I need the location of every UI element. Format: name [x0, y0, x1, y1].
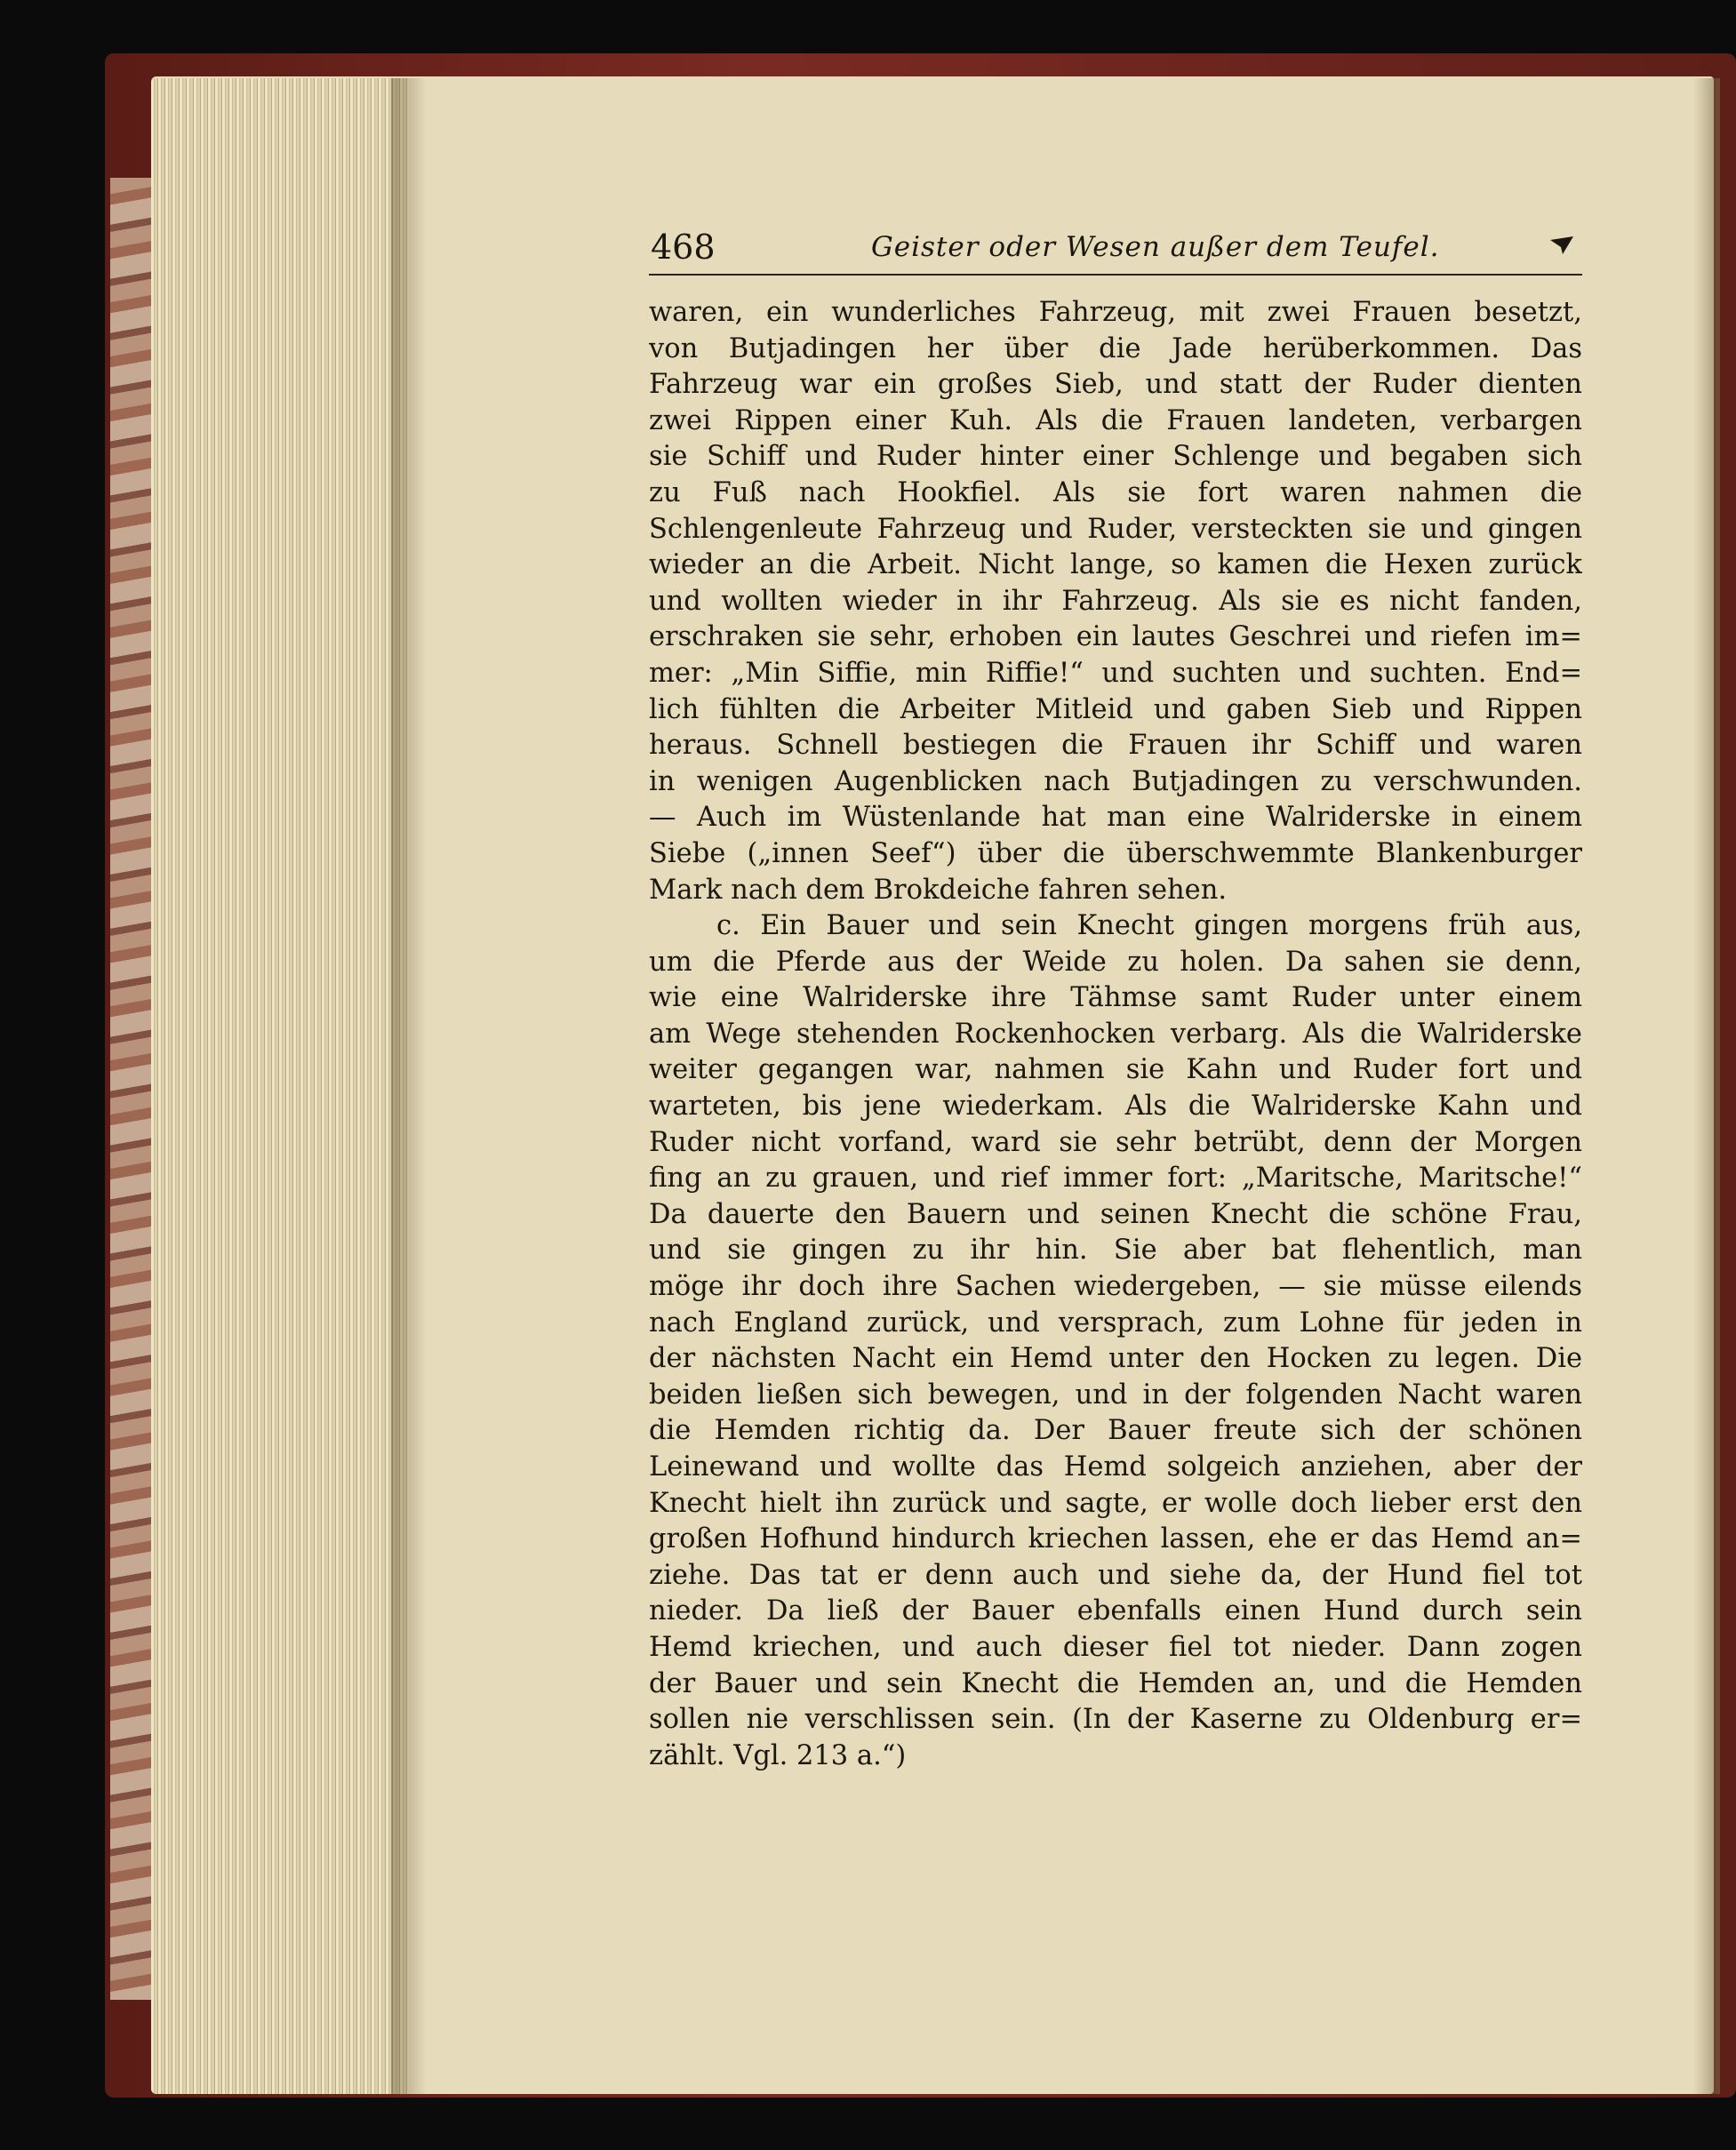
page-number: 468 [651, 228, 716, 267]
running-header [649, 222, 1582, 276]
page-stack-edges [151, 78, 409, 2094]
text-line: sie Schiff und Ruder hinter einer Schlenge und begaben sich [649, 441, 1582, 473]
text-line: und wollten wieder in ihr Fahrzeug. Als sie es nicht fanden, [649, 585, 1582, 617]
text-line: erschraken sie sehr, erhoben ein lautes Geschrei und riefen im= [649, 621, 1582, 653]
gutter-shadow [391, 78, 427, 2094]
text-line: weiter gegangen war, nahmen sie Kahn und Ruder fort und [649, 1054, 1582, 1086]
text-line: Schlengenleute Fahrzeug und Ruder, versteckten sie und gingen [649, 513, 1582, 545]
body-text [649, 295, 1582, 1774]
text-line: Mark nach dem Brokdeiche fahren sehen. [649, 874, 1228, 906]
text-line: zwei Rippen einer Kuh. Als die Frauen landeten, verbargen [649, 404, 1582, 436]
text-line: am Wege stehenden Rockenhocken verbarg. Als die Walriderske [649, 1018, 1582, 1050]
text-line: — Auch im Wüstenlande hat man eine Walriderske in einem [649, 802, 1582, 834]
text-line: beiden ließen sich bewegen, und in der folgenden Nacht waren [649, 1379, 1582, 1411]
text-line: Fahrzeug war ein großes Sieb, und statt der Ruder dienten [649, 369, 1582, 401]
text-line: mer: „Min Siffie, min Riffie!“ und suchten und suchten. End= [649, 657, 1582, 689]
text-line: wie eine Walriderske ihre Tähmse samt Ruder unter einem [649, 982, 1582, 1014]
text-line: der Bauer und sein Knecht die Hemden an, und die Hemden [649, 1667, 1582, 1699]
text-line: und sie gingen zu ihr hin. Sie aber bat flehentlich, man [649, 1235, 1582, 1267]
text-line: um die Pferde aus der Weide zu holen. Da sahen sie denn, [649, 946, 1582, 978]
text-line: sollen nie verschlissen sein. (In der Kaserne zu Oldenburg er= [649, 1704, 1582, 1736]
text-line: der nächsten Nacht ein Hemd unter den Hocken zu legen. Die [649, 1343, 1582, 1375]
text-line: zählt. Vgl. 213 a.“) [649, 1739, 907, 1771]
text-line: lich fühlten die Arbeiter Mitleid und gaben Sieb und Rippen [649, 693, 1582, 725]
text-line: warteten, bis jene wiederkam. Als die Walriderske Kahn und [649, 1091, 1582, 1123]
text-page [649, 222, 1582, 1774]
text-line: fing an zu grauen, und rief immer fort: „Maritsche, Maritsche!“ [649, 1163, 1582, 1195]
right-gutter-shadow [1693, 78, 1720, 2094]
text-line: großen Hofhund hindurch kriechen lassen, ehe er das Hemd an= [649, 1523, 1582, 1555]
text-line: waren, ein wunderliches Fahrzeug, mit zwei Frauen besetzt, [649, 297, 1582, 328]
text-line: Da dauerte den Bauern und seinen Knecht die schöne Frau, [649, 1198, 1582, 1230]
text-line: die Hemden richtig da. Der Bauer freute sich der schönen [649, 1415, 1582, 1447]
text-line: ziehe. Das tat er denn auch und siehe da, der Hund fiel tot [649, 1559, 1582, 1591]
text-line: Ruder nicht vorfand, ward sie sehr betrübt, denn der Morgen [649, 1126, 1582, 1158]
ornament-icon [1548, 235, 1575, 256]
text-line: Knecht hielt ihn zurück und sagte, er wolle doch lieber erst den [649, 1487, 1582, 1519]
text-line: wieder an die Arbeit. Nicht lange, so kamen die Hexen zurück [649, 549, 1582, 581]
text-line: Siebe („innen Seef“) über die überschwemmte Blankenburger [649, 837, 1582, 869]
text-line: Hemd kriechen, und auch dieser fiel tot nieder. Dann zogen [649, 1631, 1582, 1663]
text-line: Leinewand und wollte das Hemd solgeich anziehen, aber der [649, 1451, 1582, 1483]
running-title: Geister oder Wesen außer dem Teufel. [871, 231, 1440, 263]
paragraph-start-line: c. Ein Bauer und sein Knecht gingen morgens früh aus, [716, 910, 1582, 942]
text-line: in wenigen Augenblicken nach Butjadingen zu verschwunden. [649, 765, 1582, 797]
text-line: von Butjadingen her über die Jade herüberkommen. Das [649, 332, 1582, 364]
text-line: möge ihr doch ihre Sachen wiedergeben, — sie müsse eilends [649, 1271, 1582, 1303]
text-line: nach England zurück, und versprach, zum Lohne für jeden in [649, 1307, 1582, 1339]
text-line: heraus. Schnell bestiegen die Frauen ihr Schiff und waren [649, 730, 1582, 762]
text-line: zu Fuß nach Hookfiel. Als sie fort waren nahmen die [649, 476, 1582, 508]
text-line: nieder. Da ließ der Bauer ebenfalls einen Hund durch sein [649, 1595, 1582, 1627]
